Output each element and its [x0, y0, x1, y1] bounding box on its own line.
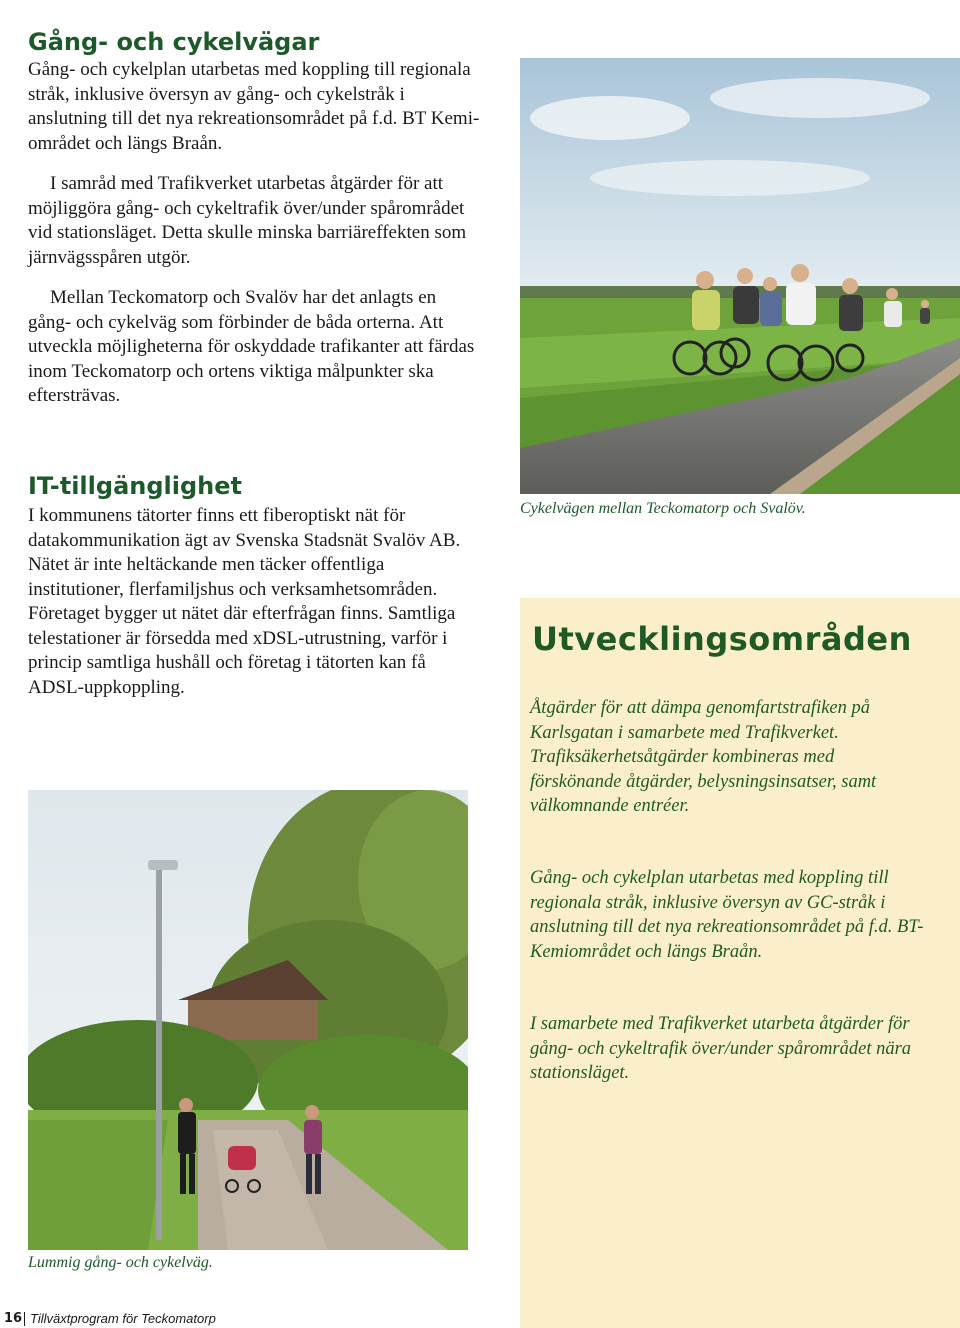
photo-caption: Lummig gång- och cykelväg.	[28, 1254, 213, 1271]
box-item: I samarbete med Trafikverket utarbeta åtgärder för gång- och cykeltrafik över/under spårområdet nära stationsläget.	[530, 1014, 912, 1083]
development-areas-box	[520, 598, 960, 1328]
section-heading: IT-tillgänglighet	[28, 472, 242, 500]
body-paragraph: I samråd med Trafikverket utarbetas åtgärder för att möjliggöra gång- och cykeltrafik över/under spårområdet vid stationsläget. Detta skulle minska barriäreffekten som järnvägsspåren utgör.	[28, 173, 467, 268]
footer-title: Tillväxtprogram för Teckomatorp	[30, 1311, 216, 1326]
photo-cyclists	[520, 58, 960, 494]
photo-walking-path	[28, 790, 468, 1250]
section-heading: Gång- och cykelvägar	[28, 28, 320, 56]
box-item: Åtgärder för att dämpa genomfartstrafiken på Karlsgatan i samarbete med Trafikverket. Trafiksäkerhetsåtgärder kombineras med förskönande åtgärder, belysningsinsatser, samt välkomnande entréer.	[530, 698, 877, 816]
box-heading: Utvecklingsområden	[532, 620, 912, 658]
body-paragraph: Gång- och cykelplan utarbetas med koppling till regionala stråk, inklusive översyn av gång- och cykelstråk i anslutning till det nya rekreationsområdet på f.d. BT Kemi-området och längs Braån.	[28, 59, 480, 154]
photo-caption: Cykelvägen mellan Teckomatorp och Svalöv.	[520, 500, 806, 517]
section-it	[28, 472, 480, 700]
walking-path-photo-illustration	[28, 790, 468, 1250]
cyclists-photo-illustration	[520, 58, 960, 494]
box-item: Gång- och cykelplan utarbetas med koppling till regionala stråk, inklusive översyn av GC-stråk i anslutning till det nya rekreationsområdet på f.d. BT-Kemiområdet och längs Braån.	[530, 868, 924, 962]
section-walk-cycle	[28, 28, 480, 409]
footer-divider	[24, 1312, 25, 1326]
body-paragraph: Mellan Teckomatorp och Svalöv har det anlagts en gång- och cykelväg som förbinder de båda orterna. Att utveckla möjligheterna för oskyddade trafikanter att färdas inom Teckomatorp och ortens viktiga målpunkter ska eftersträvas.	[28, 287, 475, 406]
body-paragraph: I kommunens tätorter finns ett fiberoptiskt nät för datakommunikation ägt av Svenska Stadsnät Svalöv AB. Nätet är inte heltäckande men täcker offentliga institutioner, flerfamiljshus och verksamhetsområden. Företaget bygger ut nätet där efterfrågan finns. Samtliga telestationer är försedda med xDSL-utrustning, varför i princip samtliga hushåll och företag i tätorten kan få ADSL-uppkoppling.	[28, 505, 461, 698]
page-number: 16	[4, 1311, 23, 1326]
